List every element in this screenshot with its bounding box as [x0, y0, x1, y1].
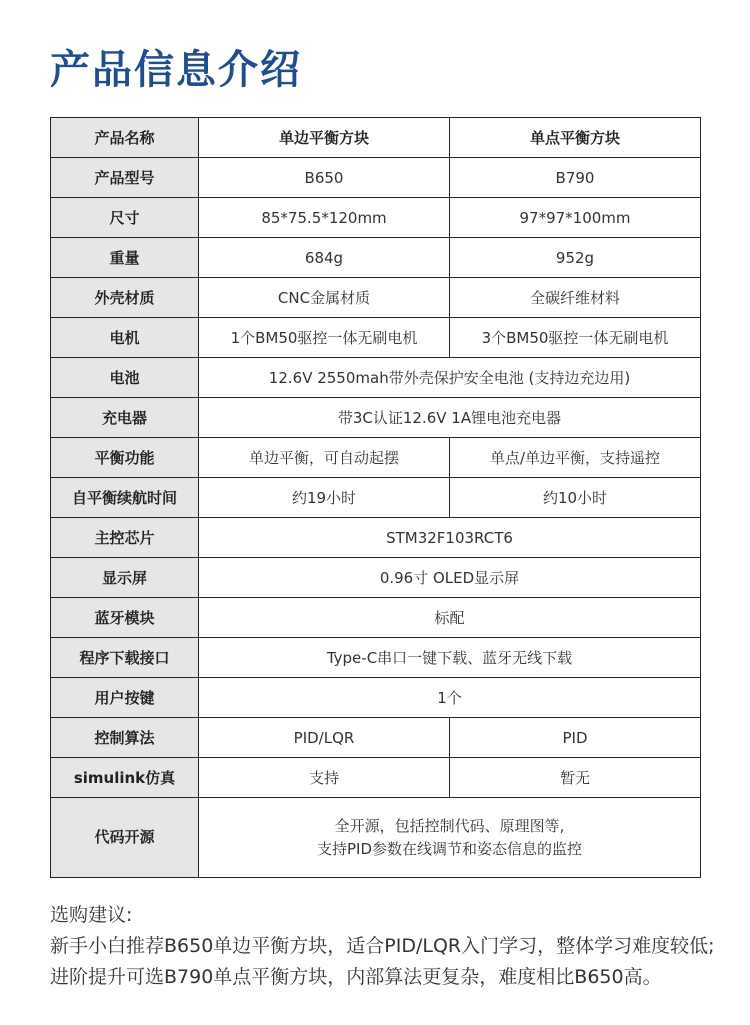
- cell-b650: B650: [199, 158, 450, 198]
- cell-b790: 单点/单边平衡，支持遥控: [450, 438, 701, 478]
- table-row: [51, 598, 701, 638]
- product-spec-table: [50, 117, 701, 878]
- table-row: [51, 478, 701, 518]
- row-label: 蓝牙模块: [51, 598, 199, 638]
- cell-b650: CNC金属材质: [199, 278, 450, 318]
- cell-shared: STM32F103RCT6: [199, 518, 701, 558]
- cell-b650: 约19小时: [199, 478, 450, 518]
- cell-shared: 标配: [199, 598, 701, 638]
- opensource-line: 支持PID参数在线调节和姿态信息的监控: [316, 839, 583, 858]
- cell-shared: 12.6V 2550mah带外壳保护安全电池 (支持边充边用): [199, 358, 701, 398]
- cell-b790: 全碳纤维材料: [450, 278, 701, 318]
- row-label: 外壳材质: [51, 278, 199, 318]
- table-header-row: [51, 118, 701, 158]
- row-label: 自平衡续航时间: [51, 478, 199, 518]
- row-label: 产品名称: [51, 118, 199, 158]
- cell-b790: B790: [450, 158, 701, 198]
- row-label: 尺寸: [51, 198, 199, 238]
- cell-shared: 带3C认证12.6V 1A锂电池充电器: [199, 398, 701, 438]
- table-row-opensource: [51, 798, 701, 878]
- purchase-recommendation: [50, 900, 720, 993]
- cell-shared: 1个: [199, 678, 701, 718]
- table-row: [51, 158, 701, 198]
- table-row: [51, 358, 701, 398]
- row-label: 用户按键: [51, 678, 199, 718]
- cell-b650: 单边平衡，可自动起摆: [199, 438, 450, 478]
- row-label: 电池: [51, 358, 199, 398]
- table-row: [51, 318, 701, 358]
- table-row: [51, 718, 701, 758]
- cell-b790: 3个BM50驱控一体无刷电机: [450, 318, 701, 358]
- row-label: 充电器: [51, 398, 199, 438]
- table-row: [51, 238, 701, 278]
- cell-b650: 85*75.5*120mm: [199, 198, 450, 238]
- cell-shared: Type-C串口一键下载、蓝牙无线下载: [199, 638, 701, 678]
- product-name-b650: 单边平衡方块: [199, 118, 450, 158]
- table-row: [51, 398, 701, 438]
- table-row: [51, 278, 701, 318]
- table-row: [51, 198, 701, 238]
- recommendation-line: 新手小白推荐B650单边平衡方块，适合PID/LQR入门学习，整体学习难度较低;: [50, 935, 715, 957]
- cell-b790: 约10小时: [450, 478, 701, 518]
- row-label: 显示屏: [51, 558, 199, 598]
- row-label: 产品型号: [51, 158, 199, 198]
- cell-b650: PID/LQR: [199, 718, 450, 758]
- table-row: [51, 638, 701, 678]
- cell-b650: 684g: [199, 238, 450, 278]
- recommendation-line: 进阶提升可选B790单点平衡方块，内部算法更复杂，难度相比B650高。: [50, 966, 662, 988]
- row-label: simulink仿真: [51, 758, 199, 798]
- product-name-b790: 单点平衡方块: [450, 118, 701, 158]
- cell-b790: 暂无: [450, 758, 701, 798]
- cell-shared: [199, 798, 701, 878]
- table-row: [51, 438, 701, 478]
- table-row: [51, 518, 701, 558]
- table-row: [51, 558, 701, 598]
- opensource-line: 全开源，包括控制代码、原理图等,: [334, 816, 565, 835]
- table-row: [51, 678, 701, 718]
- row-label: 电机: [51, 318, 199, 358]
- cell-b790: 97*97*100mm: [450, 198, 701, 238]
- row-label: 重量: [51, 238, 199, 278]
- row-label: 主控芯片: [51, 518, 199, 558]
- cell-b790: PID: [450, 718, 701, 758]
- cell-b790: 952g: [450, 238, 701, 278]
- row-label: 平衡功能: [51, 438, 199, 478]
- table-row: [51, 758, 701, 798]
- row-label: 代码开源: [51, 798, 199, 878]
- cell-shared: 0.96寸 OLED显示屏: [199, 558, 701, 598]
- cell-b650: 1个BM50驱控一体无刷电机: [199, 318, 450, 358]
- row-label: 程序下载接口: [51, 638, 199, 678]
- row-label: 控制算法: [51, 718, 199, 758]
- recommendation-heading: 选购建议:: [50, 904, 133, 926]
- page-title: 产品信息介绍: [50, 47, 302, 93]
- cell-b650: 支持: [199, 758, 450, 798]
